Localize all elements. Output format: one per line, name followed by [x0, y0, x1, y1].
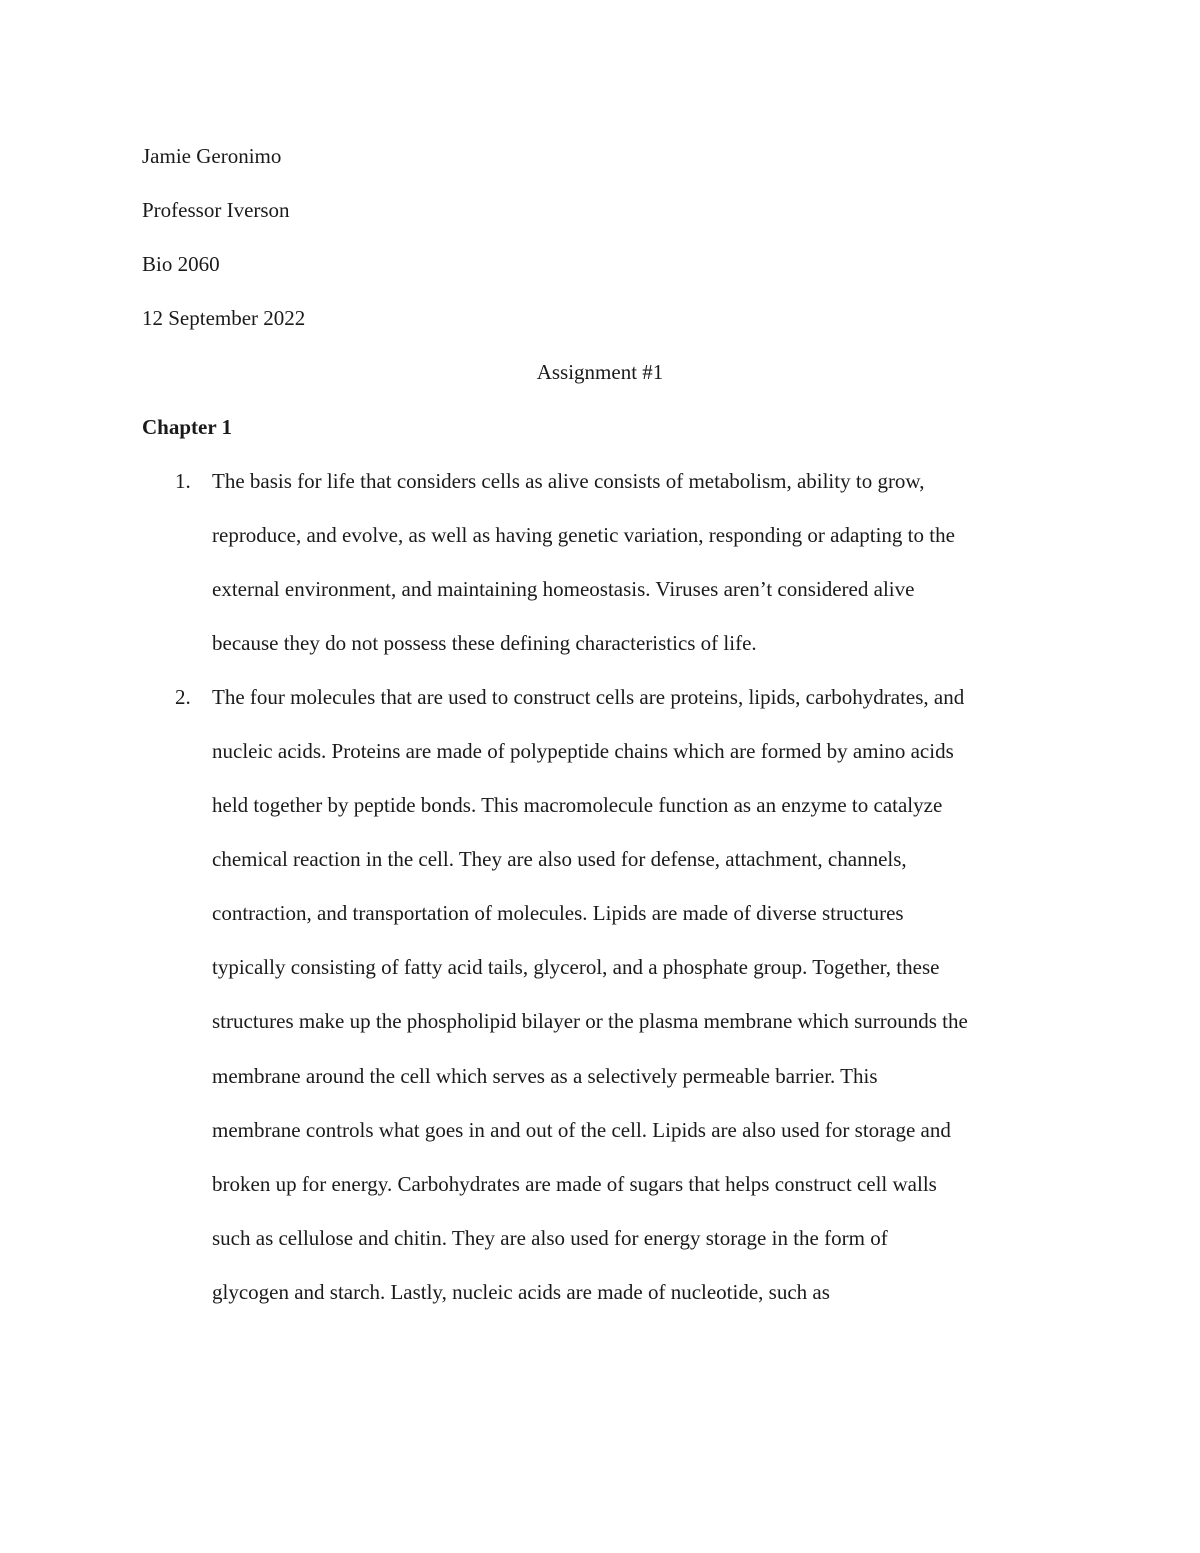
- list-item-line: The basis for life that considers cells as alive consists of metabolism, ability to grow,: [212, 469, 925, 493]
- list-item-line: membrane around the cell which serves as a selectively permeable barrier. This: [212, 1064, 878, 1088]
- list-item-number: 2.: [175, 685, 191, 709]
- list-item-number: 1.: [175, 469, 191, 493]
- list-item-line: held together by peptide bonds. This macromolecule function as an enzyme to catalyze: [212, 793, 943, 817]
- course-name: Bio 2060: [142, 252, 220, 276]
- list-item-line: contraction, and transportation of molecules. Lipids are made of diverse structures: [212, 901, 904, 925]
- document-title: Assignment #1: [536, 360, 664, 384]
- chapter-heading: Chapter 1: [142, 415, 233, 439]
- list-item-line: structures make up the phospholipid bilayer or the plasma membrane which surrounds the: [212, 1009, 968, 1033]
- list-item-line: membrane controls what goes in and out of the cell. Lipids are also used for storage and: [212, 1118, 951, 1142]
- list-item-line: glycogen and starch. Lastly, nucleic acids are made of nucleotide, such as: [212, 1280, 830, 1304]
- list-item-line: broken up for energy. Carbohydrates are made of sugars that helps construct cell walls: [212, 1172, 937, 1196]
- list-item-line: such as cellulose and chitin. They are also used for energy storage in the form of: [212, 1226, 888, 1250]
- student-name: Jamie Geronimo: [142, 144, 282, 168]
- professor-name: Professor Iverson: [142, 198, 290, 222]
- list-item-line: chemical reaction in the cell. They are also used for defense, attachment, channels,: [212, 847, 907, 871]
- list-item-line: typically consisting of fatty acid tails, glycerol, and a phosphate group. Together, these: [212, 955, 940, 979]
- list-item-line: external environment, and maintaining homeostasis. Viruses aren’t considered alive: [212, 577, 915, 601]
- date-line: 12 September 2022: [142, 306, 306, 330]
- list-item-line: because they do not possess these defining characteristics of life.: [212, 631, 757, 655]
- list-item-line: nucleic acids. Proteins are made of polypeptide chains which are formed by amino acids: [212, 739, 954, 763]
- list-item-line: The four molecules that are used to construct cells are proteins, lipids, carbohydrates, and: [212, 685, 965, 709]
- list-item-line: reproduce, and evolve, as well as having genetic variation, responding or adapting to the: [212, 523, 955, 547]
